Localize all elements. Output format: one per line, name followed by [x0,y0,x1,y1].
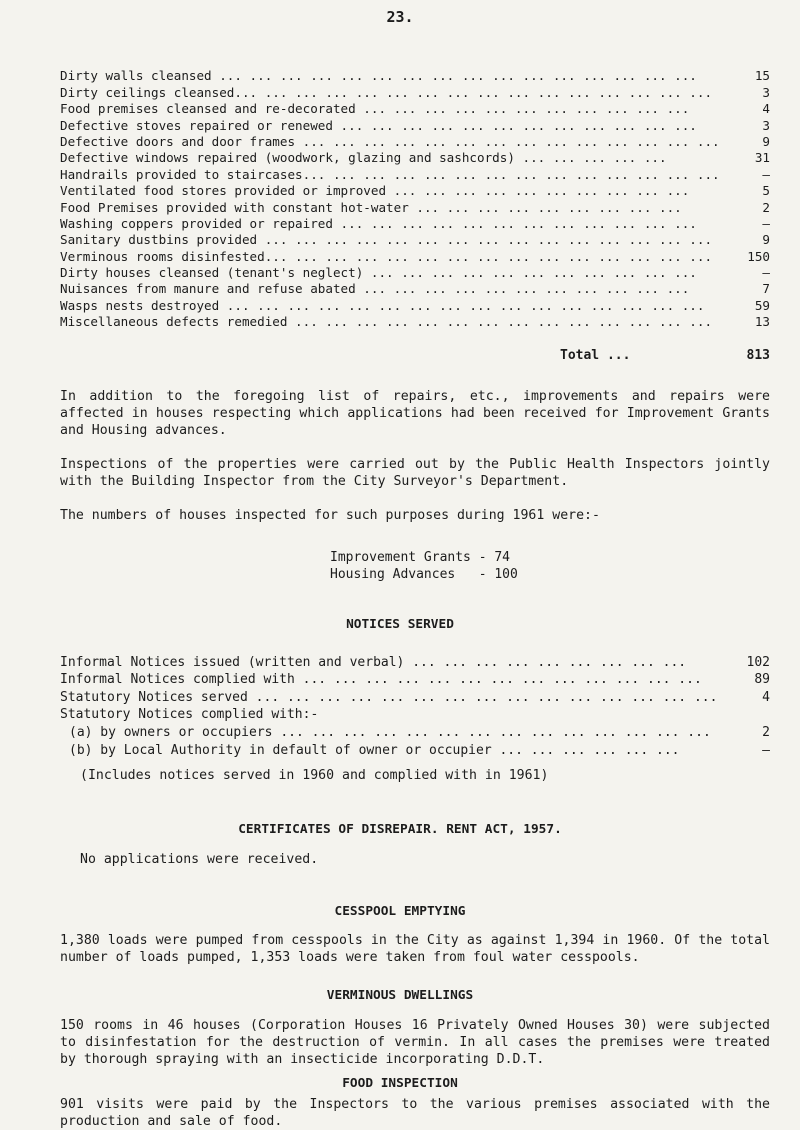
list-item: Miscellaneous defects remedied ... ... ... ... ... ... ... ... ... ... ... ... ... ... 13 [60,314,770,330]
list-item: Sanitary dustbins provided ... ... ... ... ... ... ... ... ... ... ... ... ... ... ... 9 [60,232,770,248]
list-item: Defective windows repaired (woodwork, glazing and sashcords) ... ... ... ... ... 31 [60,150,770,166]
houses-inspected-paragraph: The numbers of houses inspected for such purposes during 1961 were:- [60,508,600,523]
list-item: Food Premises provided with constant hot-water ... ... ... ... ... ... ... ... ... 2 [60,199,770,215]
list-item: Dirty houses cleansed (tenant's neglect) ... ... ... ... ... ... ... ... ... ... ... – [60,265,770,281]
list-item: Handrails provided to staircases... ... ... ... ... ... ... ... ... ... ... ... ... ... – [60,166,770,182]
cesspool-text: 1,380 loads were pumped from cesspools in the City as against 1,394 in 1960. Of the total number of loads pumped, 1,353 loads were taken from foul water cesspools. [60,933,770,965]
list-item: Wasps nests destroyed ... ... ... ... ... ... ... ... ... ... ... ... ... ... ... ... 59 [60,297,770,313]
list-item: Verminous rooms disinfested... ... ... ... ... ... ... ... ... ... ... ... ... ... ... 150 [60,248,770,264]
notices-heading: NOTICES SERVED [346,617,454,632]
inspections-paragraph: Inspections of the properties were carried out by the Public Health Inspectors jointly with the Building Inspector from the City Surveyor's Department. [60,457,770,489]
list-item: Nuisances from manure and refuse abated ... ... ... ... ... ... ... ... ... ... ... 7 [60,281,770,297]
food-heading: FOOD INSPECTION [342,1076,458,1091]
improvements-paragraph: In addition to the foregoing list of repairs, etc., improvements and repairs were affected in houses respecting which applications had been received for Improvement Grants and Housing advances. [60,389,770,438]
total-row [560,348,770,363]
notices-list [60,653,770,759]
list-item: (b) by Local Authority in default of owner or occupier ... ... ... ... ... ... – [69,742,770,758]
repairs-list [60,68,770,330]
total-value: 813 [746,348,770,363]
food-text: 901 visits were paid by the Inspectors to the various premises associated with the production and sale of food. [60,1097,770,1129]
list-item: Food premises cleansed and re-decorated ... ... ... ... ... ... ... ... ... ... ... 4 [60,101,770,117]
list-item: Washing coppers provided or repaired ... ... ... ... ... ... ... ... ... ... ... ... – [60,215,770,231]
list-item: Informal Notices complied with ... ... ... ... ... ... ... ... ... ... ... ... ... 89 [60,672,770,688]
verminous-heading: VERMINOUS DWELLINGS [326,988,474,1003]
certificates-text: No applications were received. [80,852,319,867]
list-item: (a) by owners or occupiers ... ... ... ... ... ... ... ... ... ... ... ... ... ... 2 [69,724,770,740]
housing-advances-count: Housing Advances - 100 [330,567,518,582]
certificates-heading: CERTIFICATES OF DISREPAIR. RENT ACT, 1957. [238,822,562,837]
improvement-grants-count: Improvement Grants - 74 [330,550,511,565]
list-item: Defective stoves repaired or renewed ... ... ... ... ... ... ... ... ... ... ... ... 3 [60,117,770,133]
list-item: Defective doors and door frames ... ... ... ... ... ... ... ... ... ... ... ... ... ... 9 [60,133,770,149]
page-number: 23. [386,8,414,26]
list-item: Informal Notices issued (written and verbal) ... ... ... ... ... ... ... ... ... 102 [60,654,770,670]
list-item: Dirty ceilings cleansed... ... ... ... ... ... ... ... ... ... ... ... ... ... ... ... 3 [60,84,770,100]
list-item: Statutory Notices complied with:- [60,707,319,723]
notices-note: (Includes notices served in 1960 and complied with in 1961) [80,768,549,783]
list-item: Ventilated food stores provided or improved ... ... ... ... ... ... ... ... ... ... 5 [60,183,770,199]
total-label: Total ... [560,348,631,363]
verminous-text: 150 rooms in 46 houses (Corporation Houses 16 Privately Owned Houses 30) were subjected to disinfestation for the destruction of vermin. In all cases the premises were treated by thorough spraying with an insecticide incorporating D.D.T. [60,1018,770,1067]
list-item: Dirty walls cleansed ... ... ... ... ... ... ... ... ... ... ... ... ... ... ... ... 15 [60,68,770,84]
list-item: Statutory Notices served ... ... ... ... ... ... ... ... ... ... ... ... ... ... ... 4 [60,689,770,705]
cesspool-heading: CESSPOOL EMPTYING [334,904,466,919]
